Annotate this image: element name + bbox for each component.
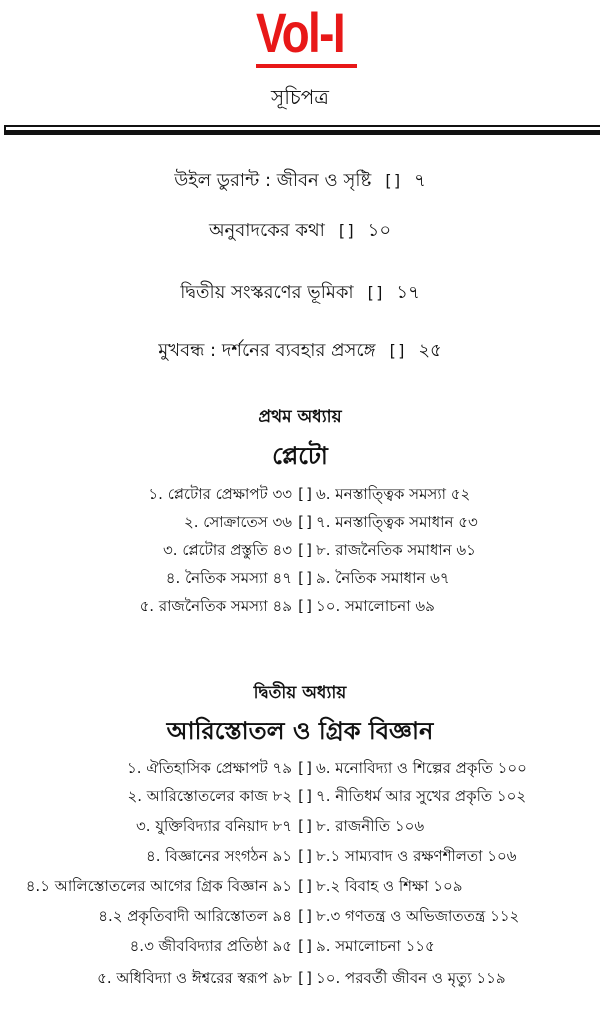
toc-entry-left[interactable]: ১. প্লেটোর প্রেক্ষাপট ৩৩ (148, 485, 292, 503)
front-matter-item[interactable] (0, 168, 600, 194)
front-matter-title: উইল ডুরান্ট : জীবন ও সৃষ্টি (174, 170, 372, 191)
toc-row (0, 902, 600, 930)
toc-row (0, 508, 600, 536)
chapter-2-label: দ্বিতীয় অধ্যায় (253, 683, 347, 703)
bracket-separator: [] (296, 937, 315, 955)
bracket-separator: [] (296, 907, 315, 925)
toc-row (0, 754, 600, 782)
bracket-separator: [] (296, 969, 315, 987)
toc-entry-right[interactable]: ৯. সমালোচনা ১১৫ (316, 937, 435, 955)
bracket-separator: [] (365, 283, 385, 302)
toc-entry-left[interactable]: ২. আরিস্তোতলের কাজ ৮২ (127, 787, 292, 805)
chapter-1-label: প্রথম অধ্যায় (258, 407, 342, 427)
bracket-separator: [] (296, 597, 315, 615)
toc-entry-right[interactable]: ৮.২ বিবাহ ও শিক্ষা ১০৯ (316, 877, 463, 895)
toc-row (0, 592, 600, 620)
toc-entry-left[interactable]: ৪. বিজ্ঞানের সংগঠন ৯১ (145, 847, 292, 865)
toc-row (0, 842, 600, 870)
toc-entry-left[interactable]: ৩. প্লেটোর প্রস্তুতি ৪৩ (163, 541, 292, 559)
front-matter-title: মুখবন্ধ : দর্শনের ব্যবহার প্রসঙ্গে (158, 340, 376, 361)
volume-underline (256, 64, 357, 68)
toc-row (0, 536, 600, 564)
separator-thick-line (4, 130, 600, 135)
front-matter-page: ২৫ (418, 340, 442, 361)
toc-entry-left[interactable]: ৪.২ প্রকৃতিবাদী আরিস্তোতল ৯৪ (98, 907, 292, 925)
front-matter-title: অনুবাদকের কথা (208, 220, 325, 241)
toc-entry-right[interactable]: ৮. রাজনীতি ১০৬ (316, 817, 425, 835)
front-matter-page: ১৭ (396, 282, 420, 303)
toc-entry-right[interactable]: ১০. পরবর্তী জীবন ও মৃত্যু ১১৯ (316, 969, 506, 987)
toc-entry-right[interactable]: ৭. নীতিধর্ম আর সুখের প্রকৃতি ১০২ (316, 787, 527, 805)
front-matter-title: দ্বিতীয় সংস্করণের ভূমিকা (180, 282, 354, 303)
toc-entry-right[interactable]: ৭. মনস্তাত্ত্বিক সমাধান ৫৩ (316, 513, 478, 531)
bracket-separator: [] (296, 513, 315, 531)
toc-row (0, 872, 600, 900)
bracket-separator: [] (296, 485, 315, 503)
toc-entry-left[interactable]: ৪.১ আলিস্তোতলের আগের গ্রিক বিজ্ঞান ৯১ (25, 877, 292, 895)
front-matter-item[interactable] (0, 338, 600, 364)
bracket-separator: [] (383, 171, 403, 190)
toc-entry-right[interactable]: ১০. সমালোচনা ৬৯ (316, 597, 435, 615)
toc-entry-right[interactable]: ৮. রাজনৈতিক সমাধান ৬১ (316, 541, 476, 559)
toc-row (0, 564, 600, 592)
volume-title: Vol-I (256, 1, 344, 64)
chapter-2-title: আরিস্তোতল ও গ্রিক বিজ্ঞান (166, 717, 434, 745)
toc-entry-right[interactable]: ৬. মনোবিদ্যা ও শিল্পের প্রকৃতি ১০০ (316, 759, 527, 777)
bracket-separator: [] (296, 759, 315, 777)
toc-entry-right[interactable]: ৬. মনস্তাত্ত্বিক সমস্যা ৫২ (316, 485, 471, 503)
bracket-separator: [] (296, 541, 315, 559)
toc-row (0, 932, 600, 960)
bracket-separator: [] (296, 847, 315, 865)
toc-entry-left[interactable]: ৪.৩ জীববিদ্যার প্রতিষ্ঠা ৯৫ (129, 937, 292, 955)
front-matter-page: ৭ (414, 170, 426, 191)
toc-entry-left[interactable]: ৩. যুক্তিবিদ্যার বনিয়াদ ৮৭ (136, 817, 292, 835)
toc-entry-right[interactable]: ৯. নৈতিক সমাধান ৬৭ (316, 569, 450, 587)
toc-entry-right[interactable]: ৮.১ সাম্যবাদ ও রক্ষণশীলতা ১০৬ (316, 847, 517, 865)
bracket-separator: [] (296, 817, 315, 835)
toc-entry-left[interactable]: ৫. অধিবিদ্যা ও ঈশ্বরের স্বরূপ ৯৮ (97, 969, 292, 987)
toc-row (0, 964, 600, 992)
bracket-separator: [] (336, 221, 356, 240)
toc-entry-left[interactable]: ২. সোক্রাতেস ৩৬ (184, 513, 292, 531)
header-separator (4, 125, 600, 136)
toc-entry-left[interactable]: ৫. রাজনৈতিক সমস্যা ৪৯ (139, 597, 292, 615)
separator-thin-line (4, 125, 600, 127)
toc-row (0, 480, 600, 508)
front-matter-page: ১০ (367, 220, 392, 241)
toc-entry-left[interactable]: ৪. নৈতিক সমস্যা ৪৭ (165, 569, 292, 587)
toc-row (0, 812, 600, 840)
front-matter-item[interactable] (0, 280, 600, 306)
chapter-1-title: প্লেটো (272, 442, 328, 470)
front-matter-item[interactable] (0, 218, 600, 244)
toc-heading: সূচিপত্র (271, 85, 329, 109)
bracket-separator: [] (296, 877, 315, 895)
toc-row (0, 782, 600, 810)
bracket-separator: [] (387, 341, 407, 360)
toc-entry-left[interactable]: ১. ঐতিহাসিক প্রেক্ষাপট ৭৯ (127, 759, 292, 777)
bracket-separator: [] (296, 569, 315, 587)
separator-left-cap (4, 125, 6, 135)
toc-entry-right[interactable]: ৮.৩ গণতন্ত্র ও অভিজাততন্ত্র ১১২ (316, 907, 520, 925)
bracket-separator: [] (296, 787, 315, 805)
